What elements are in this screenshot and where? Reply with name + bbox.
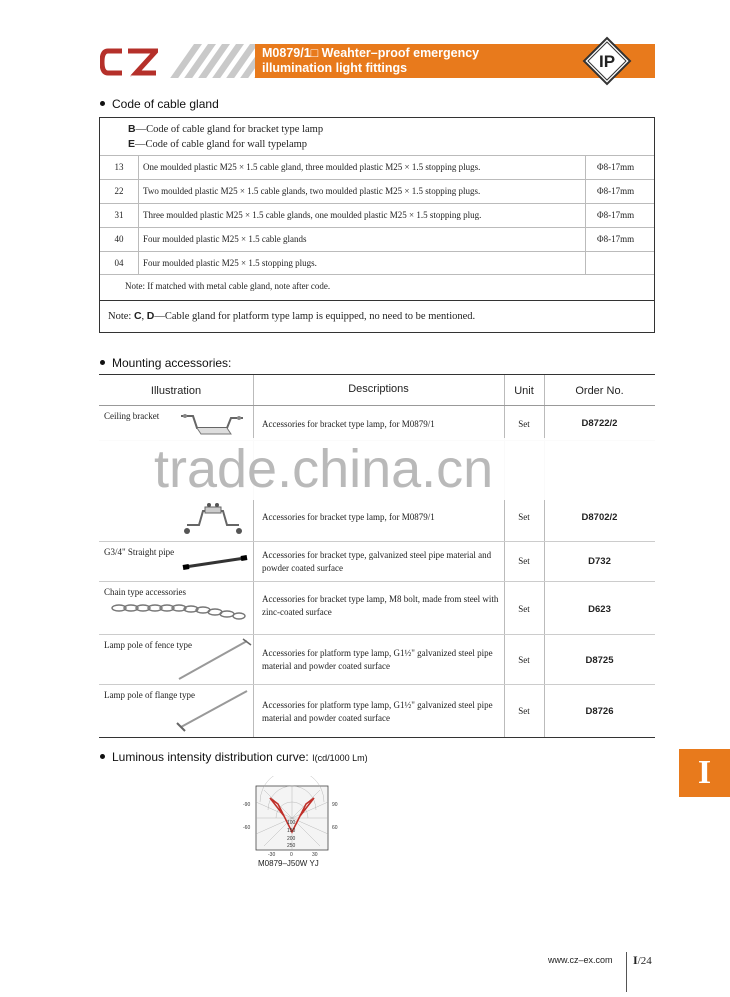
gland-note-platform: Note: C, D—Cable gland for platform type lamp is equipped, no need to be mentioned. <box>100 300 654 322</box>
svg-text:-30: -30 <box>268 852 276 858</box>
accessory-row-ceiling-bracket: Ceiling bracket Accessories for bracket type lamp, for M0879/1 Set D8722/2 <box>99 406 655 441</box>
footer-url: www.cz–ex.com <box>548 955 613 965</box>
luminous-intensity-curve <box>240 776 350 860</box>
wall-bracket-icon <box>177 503 247 539</box>
accessories-table <box>99 374 655 738</box>
svg-text:-60: -60 <box>243 825 251 831</box>
fence-pole-icon <box>175 637 253 683</box>
ceiling-bracket-icon <box>177 410 247 438</box>
page-number: I/24 <box>633 953 652 967</box>
gland-row: 22 Two moulded plastic M25 × 1.5 cable glands, two moulded plastic M25 × 1.5 stopping plugs. Φ8-17mm <box>100 179 654 203</box>
gland-row: 40 Four moulded plastic M25 × 1.5 cable glands Φ8-17mm <box>100 227 654 251</box>
gland-note-metal: Note: If matched with metal cable gland, note after code. <box>125 281 331 291</box>
gland-section-title: Code of cable gland <box>100 97 219 111</box>
svg-text:200: 200 <box>287 836 296 842</box>
svg-text:0: 0 <box>290 852 293 858</box>
header-stripes <box>170 44 260 78</box>
svg-text:CZ: CZ <box>130 77 132 78</box>
curve-section-title: Luminous intensity distribution curve: I(cd/1000 Lm) <box>100 750 368 764</box>
ip-badge-icon <box>582 36 632 86</box>
svg-text:100: 100 <box>287 820 296 826</box>
accessory-row-fence-pole: Lamp pole of fence type Accessories for platform type lamp, G1½" galvanized steel pipe material and powder coated surface Set D8725 <box>99 635 655 685</box>
footer-divider <box>626 952 627 992</box>
accessory-row-wall-bracket: Accessories for bracket type lamp, for M0879/1 Set D8702/2 <box>99 441 655 542</box>
section-tab: I <box>679 749 730 797</box>
svg-text:IP: IP <box>598 52 616 71</box>
gland-legend: B—Code of cable gland for bracket type lamp E—Code of cable gland for wall typelamp <box>128 123 324 150</box>
page-title: M0879/1□ Weahter–proof emergency illumination light fittings <box>262 46 480 75</box>
gland-row: 13 One moulded plastic M25 × 1.5 cable gland, three moulded plastic M25 × 1.5 stopping plugs. Φ8-17mm <box>100 155 654 179</box>
accessory-row-chain: Chain type accessories Accessories for bracket type lamp, M8 bolt, made from steel with zinc-coated surface Set D623 <box>99 582 655 635</box>
svg-text:-90: -90 <box>243 802 251 808</box>
svg-text:250: 250 <box>287 843 296 849</box>
cz-logo <box>100 46 158 78</box>
accessory-row-flange-pole: Lamp pole of flange type Accessories for platform type lamp, G1½" galvanized steel pipe material and powder coated surface Set D8726 <box>99 685 655 737</box>
curve-caption: M0879–J50W YJ <box>258 859 319 868</box>
flange-pole-icon <box>175 687 253 735</box>
cable-gland-table <box>99 117 655 333</box>
straight-pipe-icon <box>181 552 249 572</box>
chain-icon <box>109 600 247 622</box>
accessories-section-title: Mounting accessories: <box>100 356 231 370</box>
svg-text:90: 90 <box>332 802 338 808</box>
gland-row: 31 Three moulded plastic M25 × 1.5 cable glands, one moulded plastic M25 × 1.5 stopping plug. Φ8-17mm <box>100 203 654 227</box>
svg-text:150: 150 <box>287 828 296 834</box>
gland-row: 04 Four moulded plastic M25 × 1.5 stopping plugs. <box>100 251 654 275</box>
watermark: trade.china.cn <box>154 439 494 499</box>
accessories-header: Illustration Descriptions Unit Order No. <box>99 375 655 406</box>
accessory-row-straight-pipe: G3/4" Straight pipe Accessories for bracket type, galvanized steel pipe material and powder coated surface Set D732 <box>99 542 655 582</box>
svg-text:60: 60 <box>332 825 338 831</box>
svg-text:30: 30 <box>312 852 318 858</box>
